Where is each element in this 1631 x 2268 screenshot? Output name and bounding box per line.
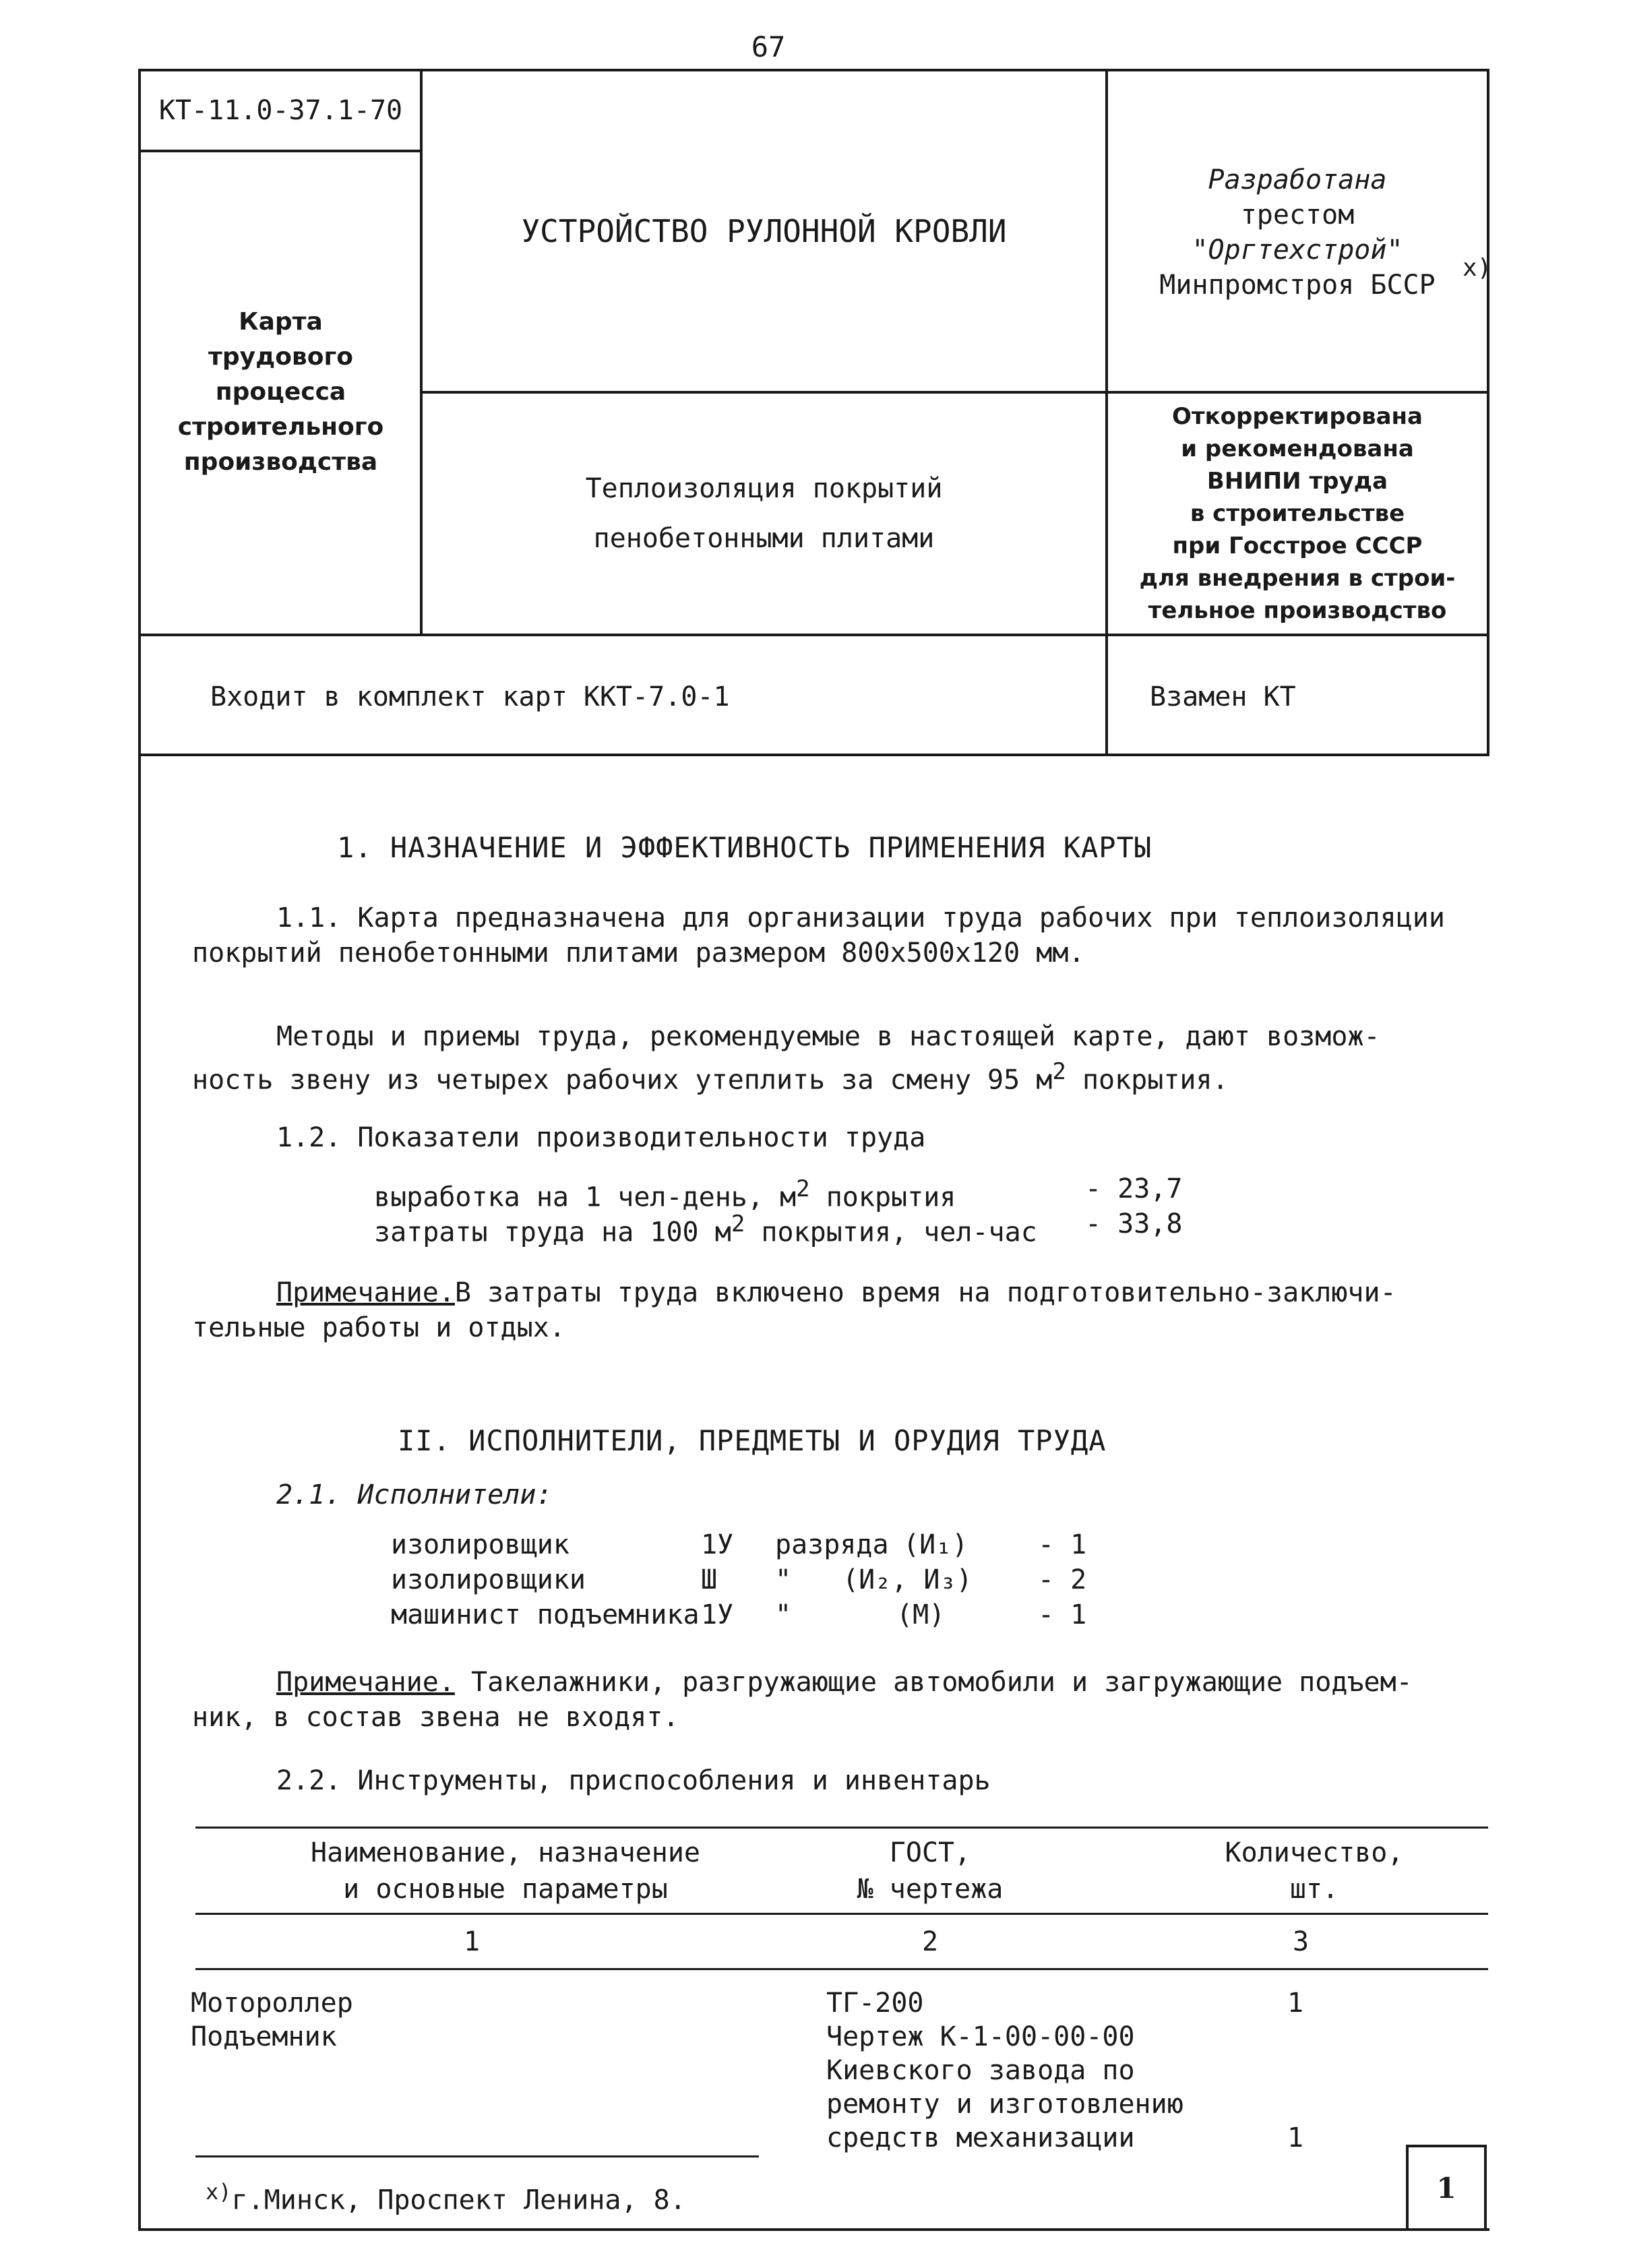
table-cell-qty: 1	[1287, 1988, 1304, 2019]
performer-role: изолировщик	[391, 1529, 570, 1560]
footnote: $^{x)}$г.Минск, Проспект Ленина, 8.	[206, 2179, 686, 2216]
performer-count: - 2	[1038, 1564, 1087, 1595]
table-header-name: Наименование, назначение и основные параметры	[311, 1837, 700, 1905]
performer-count: - 1	[1038, 1599, 1087, 1630]
section1-heading: 1. НАЗНАЧЕНИЕ И ЭФФЕКТИВНОСТЬ ПРИМЕНЕНИЯ КАРТЫ	[337, 831, 1152, 864]
indicators-heading: 1.2. Показатели производительности труда	[276, 1122, 926, 1153]
table-cell-gost: ремонту и изготовлению	[826, 2089, 1183, 2120]
section1-p1-line2: покрытий пенобетонными плитами размером 800x500x120 мм.	[192, 938, 1085, 969]
developed-footnote-mark: x)	[1463, 254, 1492, 282]
sheet-number-box	[1406, 2145, 1487, 2228]
performer-role: изолировщики	[391, 1564, 586, 1595]
section1-note-line1: Примечание.В затраты труда включено время на подготовительно-заключи-	[276, 1277, 1396, 1308]
section2-heading: II. ИСПОЛНИТЕЛИ, ПРЕДМЕТЫ И ОРУДИЯ ТРУДА	[398, 1424, 1107, 1457]
table-cell-qty: 1	[1287, 2122, 1304, 2153]
table-cell-gost: Киевского завода по	[826, 2055, 1135, 2086]
document-title: УСТРОЙСТВО РУЛОННОЙ КРОВЛИ	[521, 213, 1007, 249]
section1-p2-line1: Методы и приемы труда, рекомендуемые в настоящей карте, дают возмож-	[276, 1021, 1380, 1052]
sheet-number: 1	[1436, 2171, 1456, 2205]
page-number: 67	[751, 30, 786, 63]
performer-rank: "	[775, 1564, 792, 1595]
card-type: Карта трудового процесса строительного производства	[177, 308, 384, 476]
performer-grade: 1У	[701, 1599, 734, 1630]
performer-grade: Ш	[701, 1564, 718, 1595]
document-subtitle: Теплоизоляция покрытий пенобетонными плитами	[585, 473, 943, 554]
replaces: Взамен КТ	[1150, 681, 1296, 712]
section2-note-line1: Примечание. Такелажники, разгружающие автомобили и загружающие подъем-	[276, 1667, 1413, 1698]
performer-designation: (М)	[896, 1599, 946, 1630]
performer-rank: "	[775, 1599, 792, 1630]
table-column-number: 3	[1292, 1926, 1310, 1957]
indicator-labor-cost: затраты труда на 100 $м^2$ покрытия, чел-час	[374, 1210, 1037, 1248]
performer-count: - 1	[1038, 1529, 1087, 1560]
performer-rank: разряда	[775, 1529, 889, 1560]
footnote-rule	[195, 2155, 759, 2157]
table-cell-gost: средств механизации	[826, 2122, 1135, 2153]
page-left-border	[138, 754, 141, 2230]
table-cell-gost: Чертеж К-1-00-00-00	[826, 2021, 1135, 2052]
table-column-number: 2	[921, 1926, 939, 1957]
developed-by: Разработана трестом "Оргтехстрой" Минпромстроя БССР	[1159, 164, 1436, 301]
indicator-output: выработка на 1 чел-день, $м^2$ покрытия	[374, 1175, 956, 1213]
page-bottom-border	[138, 2228, 1489, 2231]
section2-note-line2: ник, в состав звена не входят.	[192, 1702, 679, 1733]
performer-designation: (И₂, И₃)	[842, 1564, 973, 1595]
table-cell-name: Подъемник	[191, 2021, 337, 2052]
table-header-gost: ГОСТ, № чертежа	[857, 1837, 1004, 1905]
section1-note-line2: тельные работы и отдых.	[192, 1312, 565, 1343]
table-column-number: 1	[463, 1926, 481, 1957]
performers-heading: 2.1. Исполнители:	[276, 1479, 553, 1510]
tools-heading: 2.2. Инструменты, приспособления и инвентарь	[276, 1765, 991, 1796]
performer-role: машинист подъемника	[391, 1599, 700, 1630]
section1-p2-line2: ность звену из четырех рабочих утеплить за смену 95 $м^2$ покрытия.	[192, 1058, 1229, 1096]
table-cell-gost: ТГ-200	[826, 1988, 924, 2019]
performer-designation: (И₁)	[903, 1529, 968, 1560]
indicator-labor-cost-value: - 33,8	[1085, 1208, 1183, 1239]
table-header-qty: Количество, шт.	[1225, 1837, 1404, 1905]
corrected-by: Откорректирована и рекомендована ВНИПИ труда в строительстве при Госстрое СССР для внедрения в строи- тельное производство	[1139, 403, 1456, 624]
kit-membership: Входит в комплект карт ККТ-7.0-1	[210, 681, 730, 712]
indicator-output-value: - 23,7	[1085, 1173, 1183, 1204]
section1-p1-line1: 1.1. Карта предназначена для организации труда рабочих при теплоизоляции	[276, 902, 1445, 933]
table-cell-name: Мотороллер	[191, 1988, 353, 2019]
performer-grade: 1У	[701, 1529, 734, 1560]
card-code: КТ-11.0-37.1-70	[158, 95, 403, 126]
